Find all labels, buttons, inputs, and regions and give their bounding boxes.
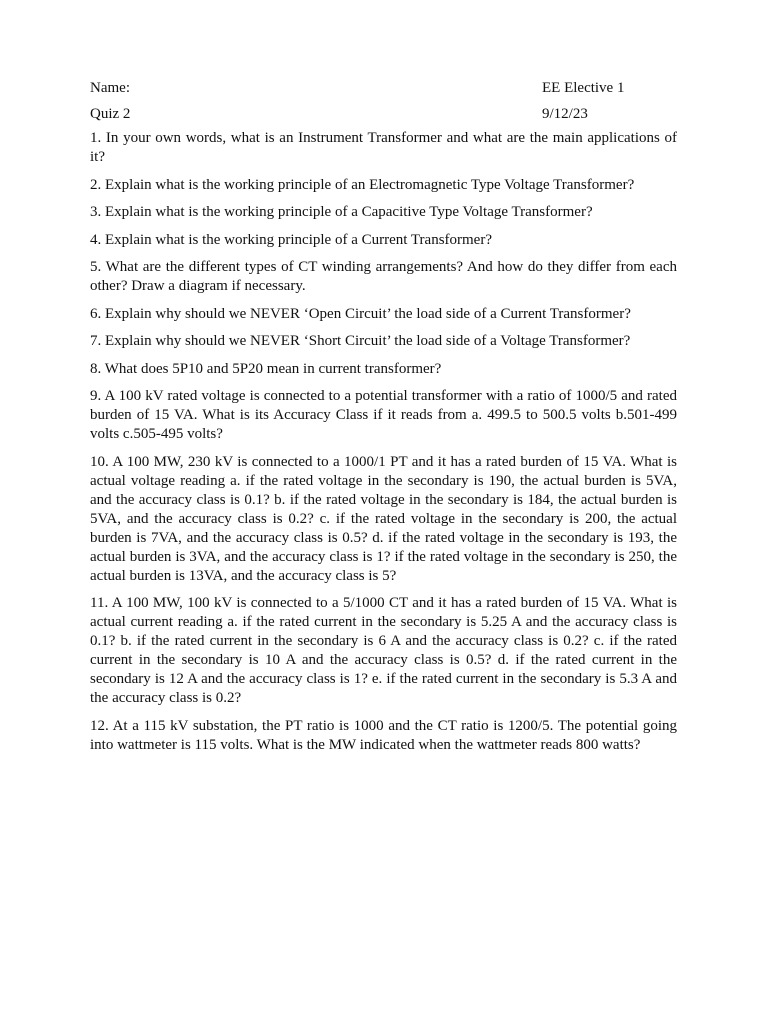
- header-row-1: [90, 77, 677, 99]
- header-row-2: [90, 103, 677, 125]
- quiz-document: [90, 77, 677, 763]
- course-title: EE Elective 1: [542, 80, 625, 96]
- question-5: 5. What are the different types of CT winding arrangements? And how do they differ from each other? Draw a diagram if necessary.: [90, 259, 677, 294]
- question-7: 7. Explain why should we NEVER ‘Short Circuit’ the load side of a Voltage Transformer?: [90, 333, 631, 349]
- question-2: 2. Explain what is the working principle of an Electromagnetic Type Voltage Transformer?: [90, 176, 635, 193]
- question-11: 11. A 100 MW, 100 kV is connected to a 5/1000 CT and it has a rated burden of 15 VA. What is actual current reading a. if the rated current in the secondary is 5.25 A and the accuracy class is 0.1? b. if the rated current in the secondary is 6 A and the accuracy class is 0.2? c. if the rated current in the secondary is 10 A and the accuracy class is 0.5? d. if the rated current in the secondary is 12 A and the accuracy class is 1? e. if the rated current in the secondary is 5.3 A and the accuracy class is 0.2?: [90, 595, 677, 706]
- quiz-date: 9/12/23: [542, 106, 588, 122]
- question-4: 4. Explain what is the working principle of a Current Transformer?: [90, 231, 492, 248]
- question-6: 6. Explain why should we NEVER ‘Open Circuit’ the load side of a Current Transformer?: [90, 305, 631, 322]
- question-8: 8. What does 5P10 and 5P20 mean in current transformer?: [90, 360, 442, 377]
- quiz-title: Quiz 2: [90, 106, 131, 122]
- question-9: 9. A 100 kV rated voltage is connected to a potential transformer with a ratio of 1000/5 and rated burden of 15 VA. What is its Accuracy Class if it reads from a. 499.5 to 500.5 volts b.501-499 volts c.505-495 volts?: [90, 388, 677, 442]
- question-3: 3. Explain what is the working principle of a Capacitive Type Voltage Transformer?: [90, 204, 593, 220]
- question-12: 12. At a 115 kV substation, the PT ratio is 1000 and the CT ratio is 1200/5. The potential going into wattmeter is 115 volts. What is the MW indicated when the wattmeter reads 800 watts?: [90, 717, 677, 753]
- name-label: Name:: [90, 80, 130, 96]
- question-1: 1. In your own words, what is an Instrument Transformer and what are the main applications of it?: [90, 130, 677, 165]
- question-10: 10. A 100 MW, 230 kV is connected to a 1000/1 PT and it has a rated burden of 15 VA. What is actual voltage reading a. if the rated voltage in the secondary is 190, the actual burden is 5VA, and the accuracy class is 0.1? b. if the rated voltage in the secondary is 184, the actual burden is 5VA, and the accuracy class is 0.2? c. if the rated voltage in the secondary is 200, the actual burden is 7VA, and the accuracy class is 0.5? d. if the rated voltage in the secondary is 193, the actual burden is 3VA, and the accuracy class is 1? if the rated voltage in the secondary is 250, the actual burden is 13VA, and the accuracy class is 5?: [90, 453, 677, 584]
